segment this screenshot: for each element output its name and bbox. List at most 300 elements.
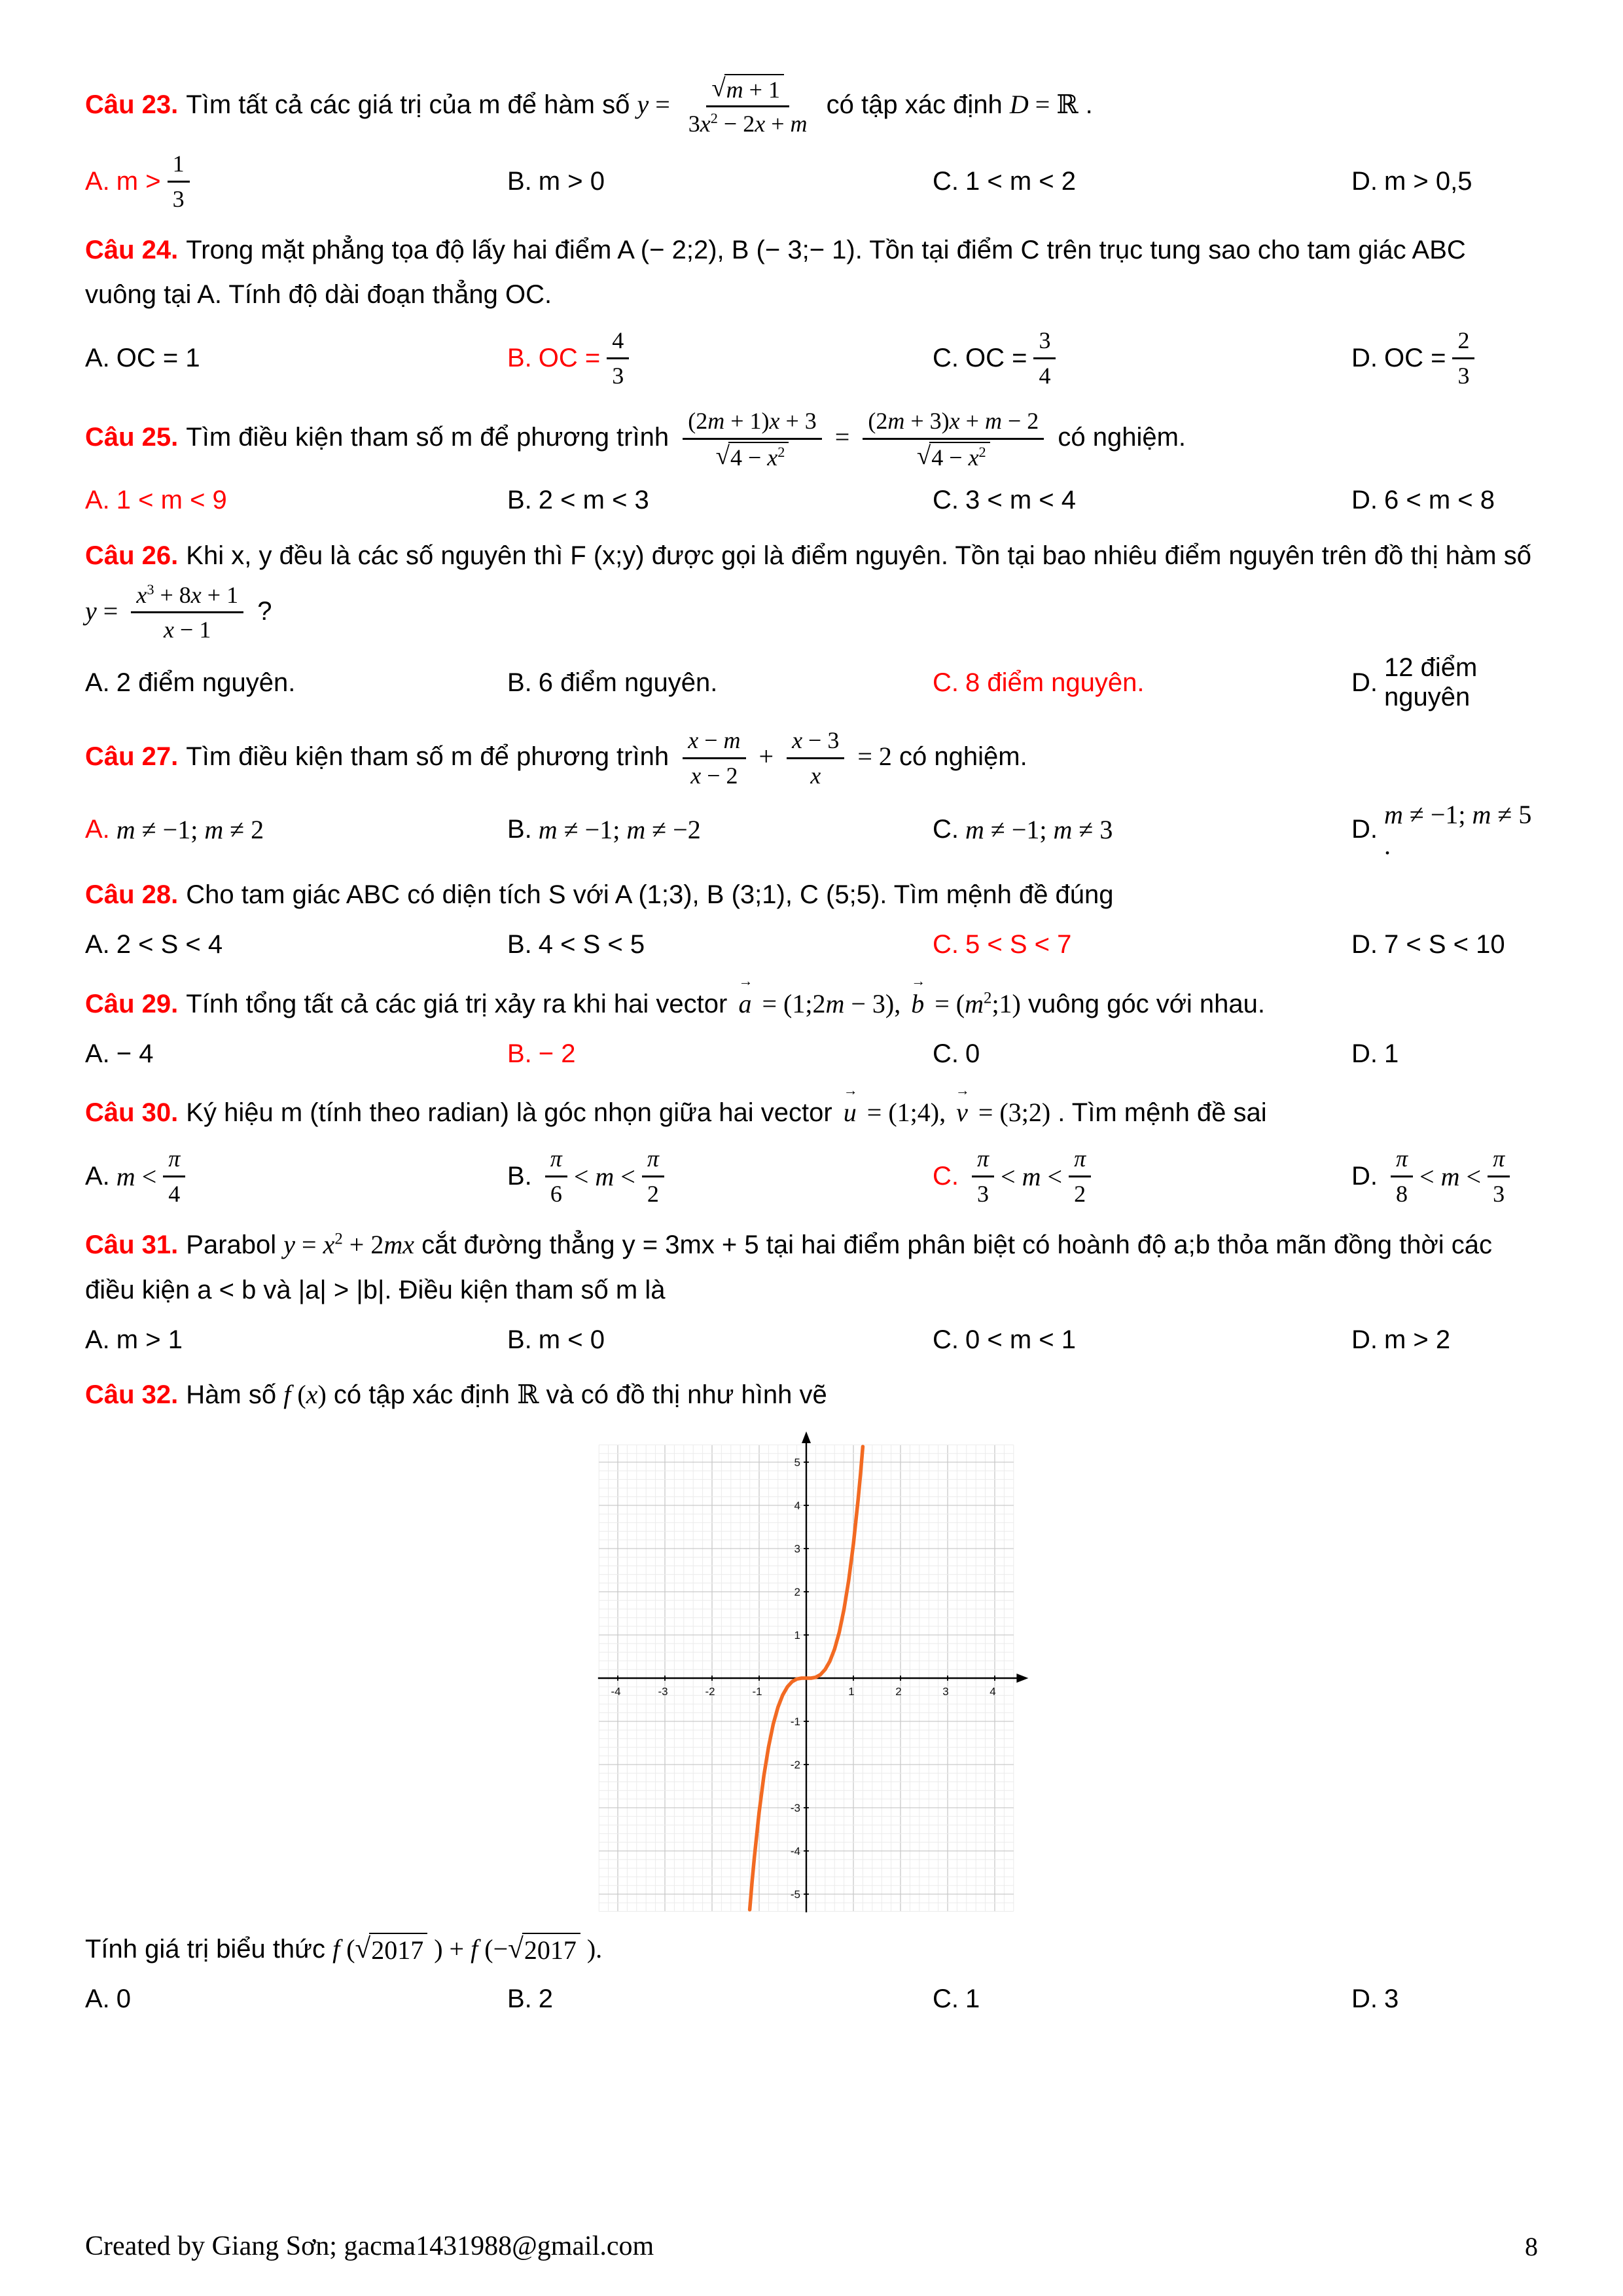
denominator xyxy=(972,1177,994,1210)
text-run: 5 < S < 7 xyxy=(965,930,1072,960)
option-content xyxy=(965,668,1145,698)
math-text: f (x) xyxy=(283,1380,327,1410)
vector: → b xyxy=(911,978,924,1027)
denominator xyxy=(711,440,794,472)
axis-tick-label: -1 xyxy=(790,1715,800,1729)
option-letter: A. xyxy=(85,668,110,697)
text-run: Khi x, y đều là các số nguyên thì F (x;y) được gọi là điểm nguyên. Tồn tại bao nhiêu điểm nguyên trên đồ thị hàm số xyxy=(186,541,1531,570)
option-d xyxy=(1351,1325,1538,1355)
option-letter: C. xyxy=(933,166,959,196)
axis-tick-label: 4 xyxy=(794,1499,800,1513)
option-content xyxy=(116,344,200,373)
text-run: Cho tam giác ABC có diện tích S với A (1;3), B (3;1), C (5;5). Tìm mệnh đề đúng xyxy=(186,880,1114,909)
option-letter: D. xyxy=(1351,1325,1378,1354)
fraction xyxy=(972,1143,994,1210)
option-content xyxy=(539,814,701,845)
option-letter: B. xyxy=(507,1039,532,1068)
superscript: 3 xyxy=(147,581,154,598)
option-content xyxy=(116,1325,183,1355)
text-run: 7 < S < 10 xyxy=(1384,930,1505,960)
math-text: = (m xyxy=(928,988,984,1018)
math-text: = (1;2m − 3), xyxy=(755,988,908,1018)
option-content xyxy=(116,930,223,960)
question-stem xyxy=(85,404,1538,473)
math-text: 3 xyxy=(1493,1180,1505,1207)
math-text: + xyxy=(752,742,781,771)
question-stem xyxy=(85,1081,1538,1136)
option-content xyxy=(539,668,718,698)
text-run: Trong mặt phẳng tọa độ lấy hai điểm A (− 2;2), B (− 3;− 1). Tồn tại điểm C trên trục tung sao cho tam giác ABC vuông tại A. Tính độ dài đoạn thẳng OC. xyxy=(85,235,1466,310)
axis-tick-label: -4 xyxy=(790,1845,800,1858)
option-content xyxy=(965,1325,1076,1355)
vector-arrow-icon: → xyxy=(843,1081,858,1098)
options-row xyxy=(85,1319,1538,1361)
option-content xyxy=(1384,1984,1399,2014)
text-run: OC = xyxy=(965,343,1027,372)
option-letter: A. xyxy=(85,1161,110,1191)
text-run: 8 điểm nguyên. xyxy=(965,668,1145,697)
option-a xyxy=(85,486,507,515)
math-text: 4 xyxy=(612,327,624,354)
text-run: có tập xác định xyxy=(326,1380,518,1410)
option-c xyxy=(933,486,1351,515)
numerator xyxy=(787,725,844,759)
text-run: và có đồ thị như hình vẽ xyxy=(539,1380,827,1410)
axes xyxy=(598,1431,1029,1912)
option-b xyxy=(507,324,933,393)
math-text: π xyxy=(1074,1145,1086,1172)
option-content xyxy=(1384,930,1505,960)
option-c xyxy=(933,1039,1351,1069)
math-text: x xyxy=(810,762,821,789)
question-32 xyxy=(85,1372,1538,2020)
option-d xyxy=(1351,167,1538,196)
math-text: (2m + 3)x + m − 2 xyxy=(868,407,1039,434)
axis-arrow-icon xyxy=(1016,1674,1028,1683)
option-content xyxy=(539,1142,671,1211)
numerator xyxy=(163,1143,185,1177)
options-row xyxy=(85,653,1538,712)
option-a xyxy=(85,1325,507,1355)
question-stem xyxy=(85,1372,1538,1418)
question-number: Câu 26. xyxy=(85,541,179,570)
option-content xyxy=(116,668,296,698)
math-text: 3 xyxy=(1039,327,1051,354)
superscript: 2 xyxy=(710,110,718,127)
math-text: 8 xyxy=(1396,1180,1408,1207)
option-content xyxy=(539,1984,553,2014)
text-run: 0 xyxy=(116,1984,132,2014)
option-content xyxy=(539,1325,605,1355)
math-text: m ≠ −1; m ≠ 5 . xyxy=(1384,799,1532,860)
denominator xyxy=(168,183,190,215)
question-stem-continued xyxy=(85,1927,1538,1972)
radical-sign: √ xyxy=(355,1933,371,1965)
math-text: π xyxy=(168,1145,181,1172)
options-row xyxy=(85,1979,1538,2020)
fraction xyxy=(607,325,629,391)
math-text: y = xyxy=(85,596,125,626)
question-stem xyxy=(85,1223,1538,1313)
math-text: ) + f (− xyxy=(427,1934,508,1964)
option-c xyxy=(933,324,1351,393)
axis-tick-label: -5 xyxy=(790,1888,800,1901)
radicand xyxy=(369,1933,427,1966)
option-c xyxy=(933,1142,1351,1211)
axis-tick-label: -2 xyxy=(790,1759,800,1772)
question-26 xyxy=(85,533,1538,712)
option-a xyxy=(85,930,507,960)
math-text: 4 xyxy=(1039,362,1051,389)
option-content xyxy=(1384,167,1472,196)
math-text: < m < xyxy=(573,1161,635,1191)
text-run: m > 0,5 xyxy=(1384,166,1472,196)
question-29 xyxy=(85,972,1538,1075)
math-text: 2 xyxy=(1074,1180,1086,1207)
math-text: π xyxy=(1493,1145,1505,1172)
fraction xyxy=(787,725,844,791)
option-letter: C. xyxy=(933,668,959,697)
math-text: x − 2 xyxy=(690,762,738,789)
radicand xyxy=(724,74,784,104)
option-c xyxy=(933,1984,1351,2014)
denominator xyxy=(163,1177,185,1210)
option-content xyxy=(539,930,645,960)
math-text: − 2x + m xyxy=(717,111,808,137)
square-root xyxy=(355,1933,428,1966)
option-letter: C. xyxy=(933,930,959,960)
text-run: Tìm tất cả các giá trị của m để hàm số xyxy=(186,90,637,120)
math-text: 4 xyxy=(168,1180,181,1207)
option-b xyxy=(507,668,933,698)
numerator xyxy=(683,725,745,759)
option-a xyxy=(85,147,507,216)
math-text: < m < xyxy=(1001,1161,1063,1191)
graph-svg xyxy=(576,1427,1047,1923)
question-23 xyxy=(85,72,1538,216)
questions xyxy=(85,72,1538,2020)
question-number: Câu 29. xyxy=(85,989,179,1018)
math-text: π xyxy=(977,1145,990,1172)
fraction xyxy=(683,406,822,472)
question-stem xyxy=(85,72,1538,141)
option-b xyxy=(507,1142,933,1211)
math-text: D = ℝ xyxy=(1009,90,1079,120)
text-run: 6 < m < 8 xyxy=(1384,486,1495,515)
numerator xyxy=(972,1143,994,1177)
option-b xyxy=(507,486,933,515)
option-letter: B. xyxy=(507,930,532,960)
denominator xyxy=(805,759,826,791)
text-run: 3 < m < 4 xyxy=(965,486,1076,515)
option-content xyxy=(965,167,1076,196)
text-run: − 2 xyxy=(538,1039,576,1068)
option-a xyxy=(85,668,507,698)
numerator xyxy=(683,406,822,440)
option-content xyxy=(1384,1142,1516,1211)
option-content xyxy=(965,1039,980,1069)
text-run: 3 xyxy=(1384,1984,1399,2014)
math-text: π xyxy=(647,1145,659,1172)
math-text: y = xyxy=(637,90,677,120)
math-text: = (3;2) xyxy=(971,1098,1051,1128)
option-a xyxy=(85,1142,507,1211)
math-text: x xyxy=(136,581,147,608)
option-letter: D. xyxy=(1351,668,1378,697)
numerator xyxy=(642,1143,664,1177)
option-content xyxy=(116,814,264,845)
math-text: ℝ xyxy=(517,1380,539,1410)
option-letter: A. xyxy=(85,1325,110,1354)
option-d xyxy=(1351,653,1538,712)
option-letter: A. xyxy=(85,1984,110,2014)
denominator xyxy=(683,107,813,139)
text-run: . Tìm mệnh đề sai xyxy=(1050,1098,1267,1128)
axis-tick-label: -4 xyxy=(611,1685,621,1698)
math-text: ;1) xyxy=(991,988,1021,1018)
square-root xyxy=(508,1933,580,1966)
text-run: m > 0 xyxy=(538,166,605,196)
option-letter: D. xyxy=(1351,815,1378,844)
math-text: 2 xyxy=(647,1180,659,1207)
option-letter: C. xyxy=(933,1161,959,1191)
option-letter: A. xyxy=(85,815,110,844)
text-run: Tính tổng tất cả các giá trị xảy ra khi hai vector xyxy=(186,989,735,1018)
option-letter: D. xyxy=(1351,930,1378,960)
question-28 xyxy=(85,872,1538,966)
option-a xyxy=(85,1984,507,2014)
option-a xyxy=(85,814,507,845)
question-25 xyxy=(85,404,1538,522)
option-b xyxy=(507,1984,933,2014)
option-a xyxy=(85,344,507,373)
math-text: π xyxy=(550,1145,562,1172)
axis-tick-label: -3 xyxy=(658,1685,668,1698)
option-b xyxy=(507,167,933,196)
text-run: 2 < S < 4 xyxy=(116,930,223,960)
vector: → a xyxy=(738,978,751,1027)
option-c xyxy=(933,814,1351,845)
question-number: Câu 30. xyxy=(85,1098,179,1128)
math-text: 3 xyxy=(612,362,624,389)
math-text: 2 xyxy=(1457,327,1470,354)
axis-arrow-icon xyxy=(802,1431,811,1443)
math-text: m ≠ −1; m ≠ 3 xyxy=(965,815,1113,845)
text-run: . xyxy=(1078,90,1093,120)
text-run: 0 < m < 1 xyxy=(965,1325,1076,1354)
question-number: Câu 24. xyxy=(85,235,179,264)
math-text: 1 xyxy=(172,150,185,177)
axis-tick-label: 3 xyxy=(794,1543,800,1556)
text-run: OC = 1 xyxy=(116,343,200,372)
footer-credit: Created by Giang Sơn; gacma1431988@gmail.com xyxy=(85,2231,654,2261)
math-text: y = x xyxy=(283,1229,335,1259)
axis-tick-label: -3 xyxy=(790,1802,800,1815)
numerator xyxy=(706,73,789,107)
option-b xyxy=(507,1325,933,1355)
text-run: m > xyxy=(116,166,161,196)
vector-arrow-icon: → xyxy=(955,1081,970,1098)
option-letter: C. xyxy=(933,1984,959,2014)
superscript: 2 xyxy=(777,443,785,460)
superscript: 2 xyxy=(984,989,992,1007)
math-text: x − m xyxy=(688,727,741,754)
numerator xyxy=(545,1143,567,1177)
math-text: 3 xyxy=(172,185,185,212)
axis-tick-label: 1 xyxy=(848,1685,855,1698)
denominator xyxy=(642,1177,664,1210)
axis-tick-label: 3 xyxy=(942,1685,949,1698)
denominator xyxy=(1488,1177,1510,1210)
text-run: vuông góc với nhau. xyxy=(1020,989,1266,1018)
options-row xyxy=(85,924,1538,966)
text-run: có nghiệm. xyxy=(1050,422,1186,452)
axis-tick-label: -2 xyxy=(705,1685,715,1698)
question-stem xyxy=(85,533,1538,647)
radicand xyxy=(522,1933,580,1966)
math-text: = 2 xyxy=(851,742,892,771)
numerator xyxy=(863,406,1044,440)
denominator xyxy=(545,1177,567,1210)
math-text: 3x xyxy=(688,111,711,137)
axis-tick-label: 5 xyxy=(794,1456,800,1469)
option-content xyxy=(965,814,1113,845)
footer xyxy=(85,2231,1538,2262)
math-text: 4 − x xyxy=(931,444,979,471)
radical-sign: √ xyxy=(508,1933,524,1965)
option-letter: C. xyxy=(933,1325,959,1354)
numerator xyxy=(1069,1143,1091,1177)
fraction xyxy=(683,725,745,791)
radical-sign: √ xyxy=(916,441,931,470)
option-letter: A. xyxy=(85,166,110,196)
option-c xyxy=(933,1325,1351,1355)
text-run: m < 0 xyxy=(538,1325,605,1354)
option-content xyxy=(965,486,1076,515)
options-row xyxy=(85,799,1538,861)
math-text: x − 3 xyxy=(792,727,840,754)
fraction xyxy=(1033,325,1056,391)
option-letter: B. xyxy=(507,1984,532,2014)
question-number: Câu 31. xyxy=(85,1230,179,1259)
option-c xyxy=(933,167,1351,196)
math-text: m ≠ −1; m ≠ 2 xyxy=(116,815,264,845)
option-content xyxy=(539,324,635,393)
option-letter: B. xyxy=(507,343,532,372)
option-content xyxy=(965,930,1071,960)
vector-arrow-icon: → xyxy=(911,972,926,989)
fraction xyxy=(1452,325,1474,391)
text-run: Tính giá trị biểu thức xyxy=(85,1935,333,1964)
option-content xyxy=(116,486,227,515)
page-number: 8 xyxy=(1525,2232,1538,2261)
option-c xyxy=(933,930,1351,960)
fraction xyxy=(642,1143,664,1210)
text-run: 0 xyxy=(965,1039,980,1068)
math-text: m < xyxy=(116,1161,157,1191)
option-letter: A. xyxy=(85,1039,110,1068)
option-content xyxy=(539,167,605,196)
text-run: OC = xyxy=(1384,343,1446,372)
option-content xyxy=(116,1984,131,2014)
question-number: Câu 27. xyxy=(85,742,179,771)
question-stem xyxy=(85,228,1538,318)
math-text: + 2mx xyxy=(342,1229,414,1259)
numerator xyxy=(1391,1143,1413,1177)
option-letter: B. xyxy=(507,486,532,515)
text-run: Ký hiệu m (tính theo radian) là góc nhọn giữa hai vector xyxy=(186,1098,840,1128)
fraction xyxy=(683,73,813,139)
axis-tick-label: 2 xyxy=(794,1586,800,1599)
math-text: 3 xyxy=(977,1180,990,1207)
math-text: 2017 xyxy=(371,1935,424,1965)
fraction xyxy=(131,580,243,646)
option-content xyxy=(965,324,1062,393)
denominator xyxy=(685,759,743,791)
option-letter: D. xyxy=(1351,166,1378,196)
denominator xyxy=(607,359,629,391)
text-run: Parabol xyxy=(186,1230,284,1259)
option-letter: D. xyxy=(1351,486,1378,515)
question-stem xyxy=(85,872,1538,918)
text-run: m > 2 xyxy=(1384,1325,1451,1354)
option-content xyxy=(1384,486,1495,515)
math-text: f ( xyxy=(332,1934,355,1964)
numerator xyxy=(607,325,629,359)
option-c xyxy=(933,668,1351,698)
math-text: m + 1 xyxy=(726,77,780,103)
fraction xyxy=(545,1143,567,1210)
question-30 xyxy=(85,1081,1538,1210)
radical-sign: √ xyxy=(715,441,730,470)
denominator xyxy=(912,440,995,472)
text-run: 6 điểm nguyên. xyxy=(538,668,718,697)
text-run: 1 < m < 9 xyxy=(116,486,227,515)
option-letter: A. xyxy=(85,343,110,372)
options-row xyxy=(85,1142,1538,1211)
math-text: 3 xyxy=(1457,362,1470,389)
superscript: 2 xyxy=(334,1230,343,1248)
question-number: Câu 23. xyxy=(85,90,179,120)
option-letter: B. xyxy=(507,1161,532,1191)
text-run: Tìm điều kiện tham số m để phương trình xyxy=(186,422,677,452)
fraction xyxy=(863,406,1044,472)
option-b xyxy=(507,814,933,845)
question-27 xyxy=(85,724,1538,861)
option-content xyxy=(116,147,196,216)
question-number: Câu 25. xyxy=(85,422,179,452)
option-letter: C. xyxy=(933,343,959,372)
option-letter: B. xyxy=(507,815,532,844)
option-b xyxy=(507,930,933,960)
text-run: OC = xyxy=(538,343,601,372)
option-content xyxy=(116,1142,192,1211)
square-root xyxy=(917,442,990,472)
radicand xyxy=(929,442,990,472)
option-d xyxy=(1351,1142,1538,1211)
question-number: Câu 28. xyxy=(85,880,179,909)
text-run: 1 xyxy=(1384,1039,1399,1068)
text-run: 12 điểm nguyên xyxy=(1384,653,1478,712)
question-number: Câu 32. xyxy=(85,1380,179,1410)
question-24 xyxy=(85,228,1538,393)
option-content xyxy=(539,1039,576,1069)
text-run: 4 < S < 5 xyxy=(538,930,645,960)
text-run: cắt đường thẳng y = 3mx + 5 tại hai điểm phân biệt có hoành độ a;b thỏa mãn đồng thời các điều kiện a < b và |a| > |b|. Điều kiện tham số m là xyxy=(85,1230,1492,1304)
numerator xyxy=(1452,325,1474,359)
square-root xyxy=(711,74,784,104)
radicand xyxy=(728,442,789,472)
